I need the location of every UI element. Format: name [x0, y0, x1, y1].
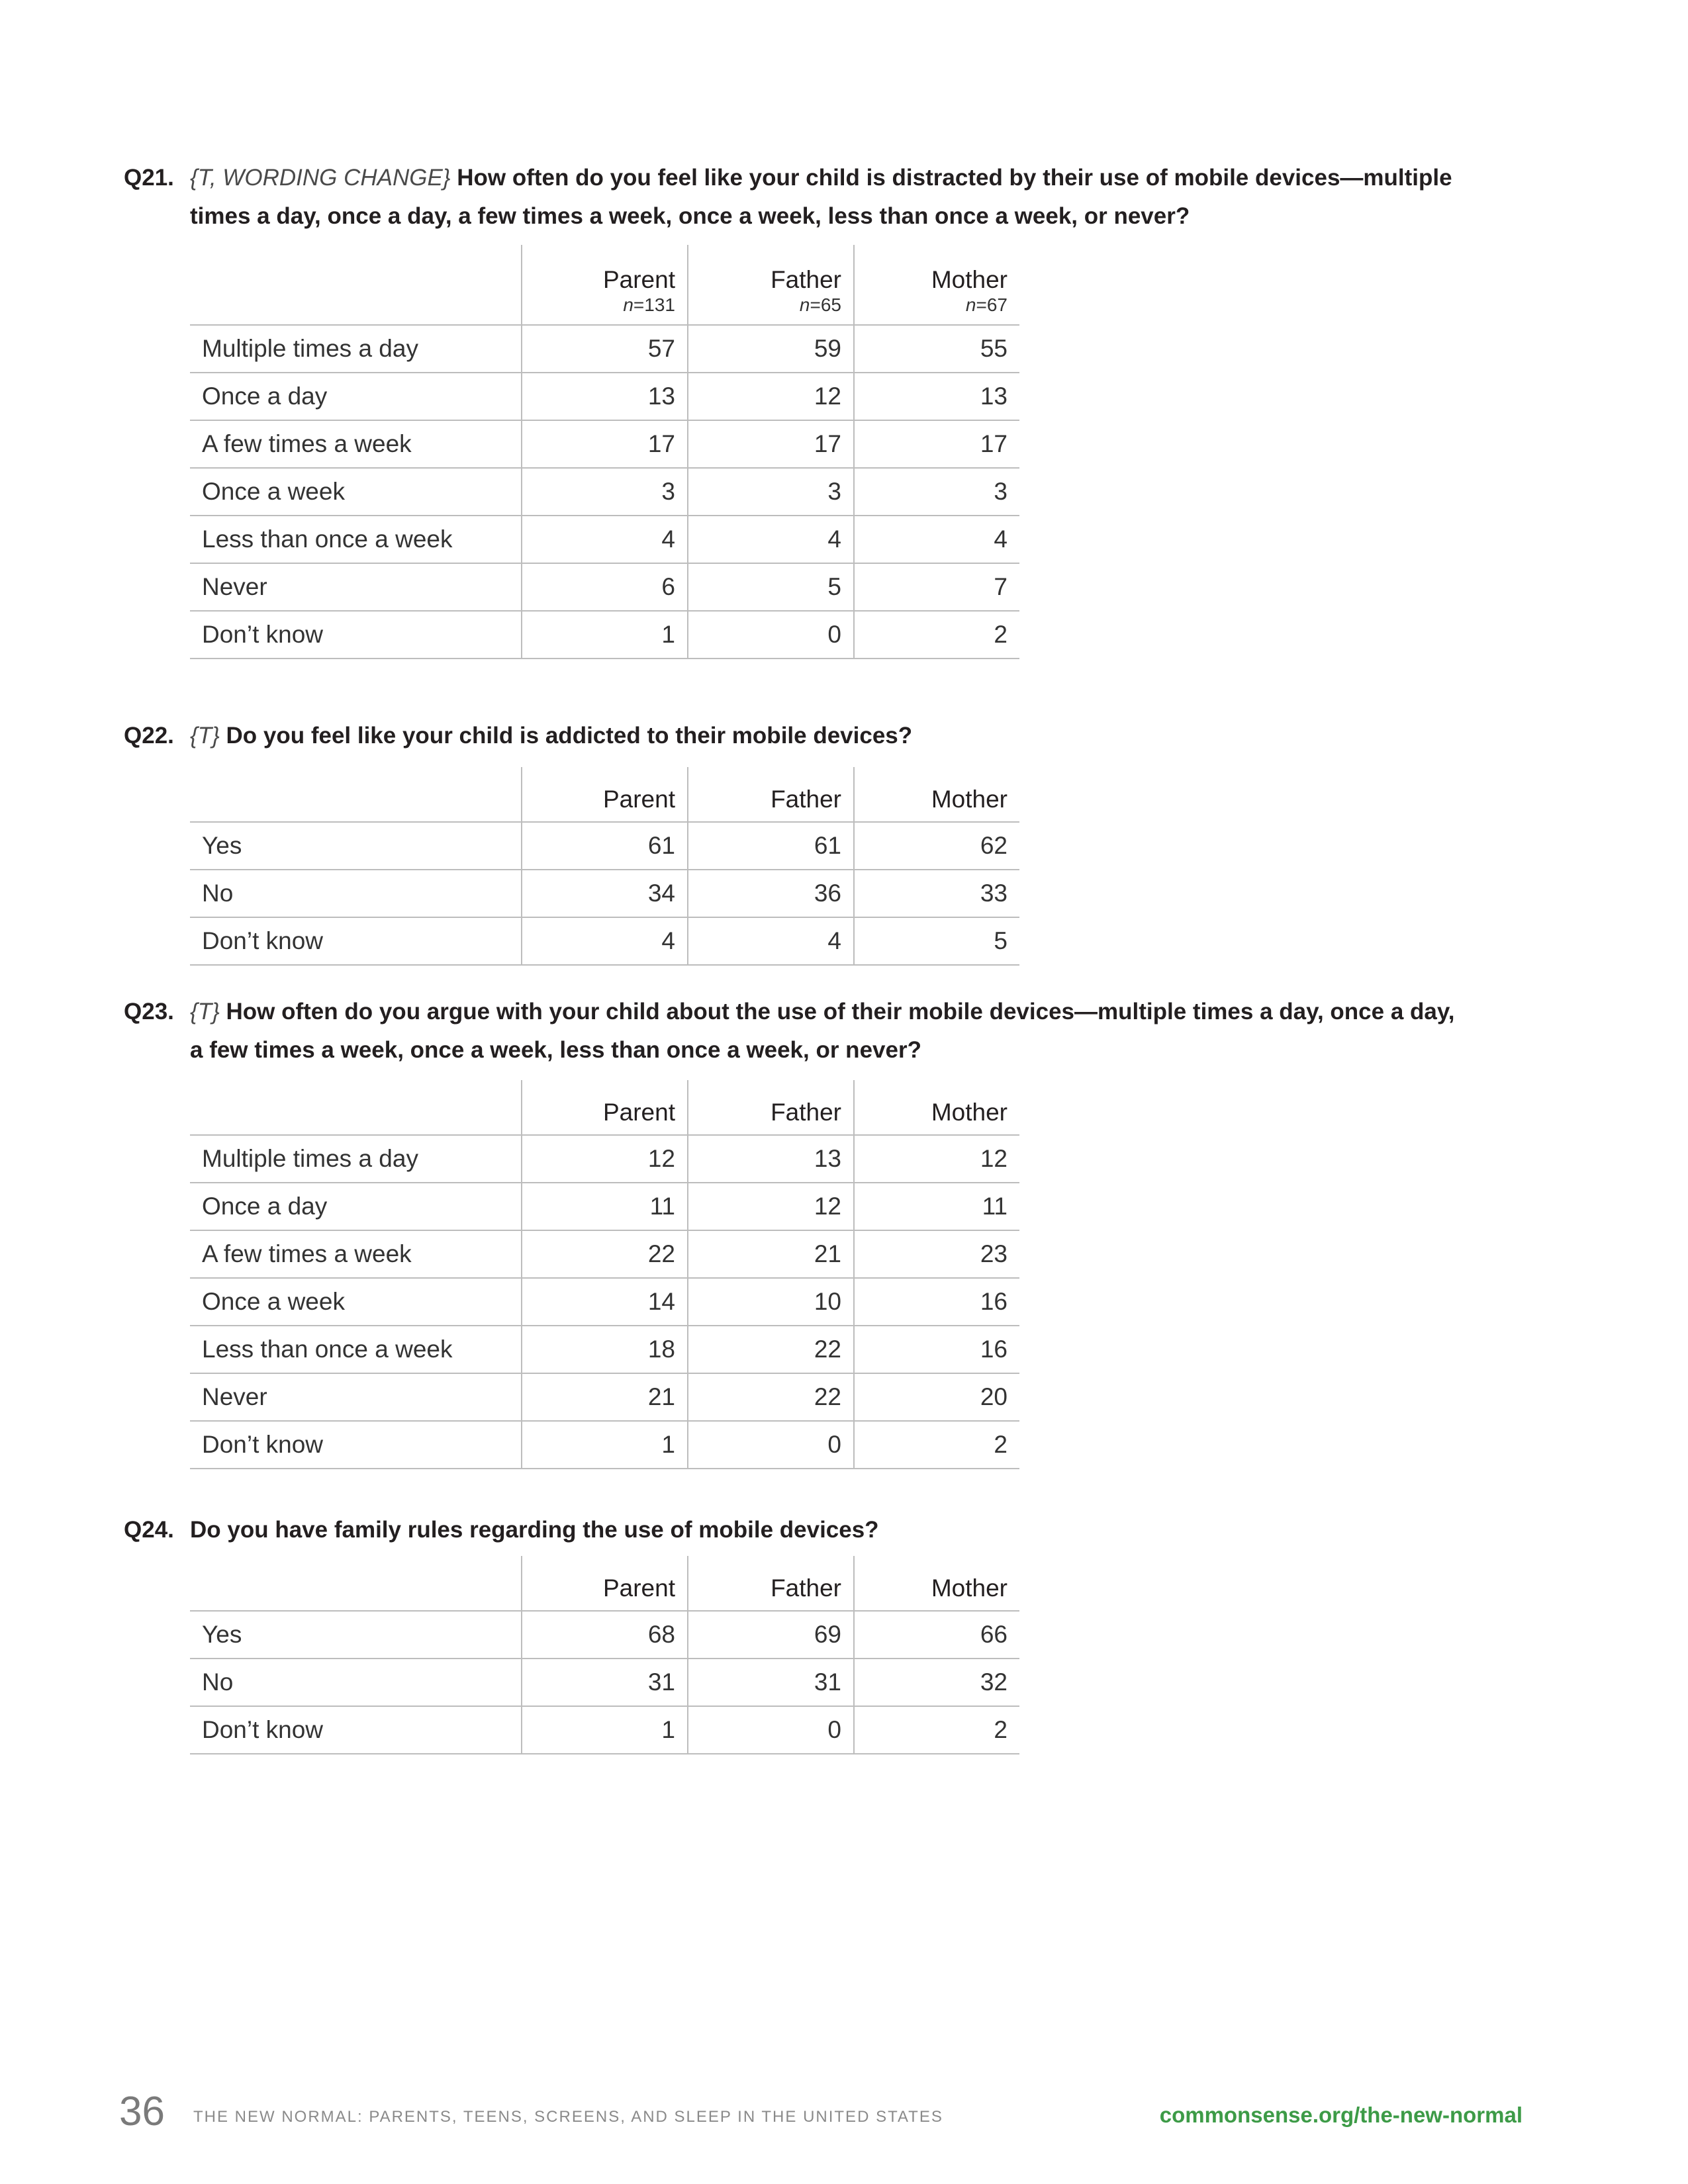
cell-value: 31 [688, 1659, 854, 1706]
column-header: Parent [522, 1556, 688, 1611]
cell-value: 14 [522, 1278, 688, 1326]
cell-value: 21 [688, 1230, 854, 1278]
question-tag: {T, WORDING CHANGE} [190, 165, 451, 191]
cell-value: 6 [522, 563, 688, 611]
question-text-line1: Do you feel like your child is addicted to their mobile devices? [226, 723, 913, 749]
cell-value: 4 [522, 917, 688, 965]
cell-value: 3 [522, 468, 688, 516]
results-table [190, 1080, 1019, 1469]
column-header: Mother n=67 [854, 245, 1019, 325]
table-row [190, 1421, 1019, 1469]
cell-value: 2 [854, 1706, 1019, 1754]
cell-value: 22 [688, 1326, 854, 1373]
table-row [190, 870, 1019, 917]
cell-value: 57 [522, 325, 688, 373]
cell-value: 11 [854, 1183, 1019, 1230]
cell-value: 61 [688, 822, 854, 870]
question-heading [124, 159, 1481, 236]
question-text-line2: times a day, once a day, a few times a week, once a week, less than once a week, or never? [190, 203, 1190, 229]
cell-value: 62 [854, 822, 1019, 870]
question-text-line1: How often do you feel like your child is distracted by their use of mobile devices—multiple [457, 165, 1452, 191]
cell-value: 33 [854, 870, 1019, 917]
table-row [190, 468, 1019, 516]
question-q23 [124, 993, 1481, 1458]
table-row [190, 917, 1019, 965]
table-row [190, 1706, 1019, 1754]
row-label: Multiple times a day [190, 1135, 522, 1183]
row-label: A few times a week [190, 1230, 522, 1278]
question-q22 [124, 717, 1481, 954]
row-label: No [190, 1659, 522, 1706]
row-label: Yes [190, 822, 522, 870]
table-row [190, 1278, 1019, 1326]
cell-value: 4 [522, 516, 688, 563]
cell-value: 17 [854, 420, 1019, 468]
publication-title: THE NEW NORMAL: PARENTS, TEENS, SCREENS, AND SLEEP IN THE UNITED STATES [193, 2108, 943, 2126]
question-number: Q23. [124, 999, 174, 1024]
row-label: Don’t know [190, 611, 522, 659]
column-header: Parent n=131 [522, 245, 688, 325]
cell-value: 0 [688, 1421, 854, 1469]
cell-value: 10 [688, 1278, 854, 1326]
row-label: Once a day [190, 1183, 522, 1230]
row-label: Never [190, 1373, 522, 1421]
cell-value: 11 [522, 1183, 688, 1230]
cell-value: 17 [688, 420, 854, 468]
column-header: Father n=65 [688, 245, 854, 325]
table-row [190, 1183, 1019, 1230]
question-number: Q24. [124, 1517, 174, 1543]
table-row [190, 1611, 1019, 1659]
table-row [190, 1373, 1019, 1421]
table-row [190, 1659, 1019, 1706]
question-number: Q21. [124, 165, 174, 191]
cell-value: 0 [688, 1706, 854, 1754]
cell-value: 1 [522, 611, 688, 659]
question-tag: {T} [190, 999, 220, 1024]
question-text-line1: Do you have family rules regarding the use of mobile devices? [190, 1517, 879, 1543]
cell-value: 31 [522, 1659, 688, 1706]
row-label: Once a week [190, 1278, 522, 1326]
cell-value: 5 [688, 563, 854, 611]
cell-value: 18 [522, 1326, 688, 1373]
table-header-row [190, 245, 1019, 325]
cell-value: 5 [854, 917, 1019, 965]
cell-value: 0 [688, 611, 854, 659]
cell-value: 68 [522, 1611, 688, 1659]
header-blank-cell [190, 245, 522, 325]
row-label: No [190, 870, 522, 917]
results-table [190, 767, 1019, 966]
cell-value: 13 [522, 373, 688, 420]
cell-value: 16 [854, 1278, 1019, 1326]
cell-value: 13 [854, 373, 1019, 420]
table-row [190, 1326, 1019, 1373]
cell-value: 16 [854, 1326, 1019, 1373]
site-link[interactable]: commonsense.org/the-new-normal [1159, 2103, 1523, 2127]
table-row [190, 1230, 1019, 1278]
row-label: Don’t know [190, 917, 522, 965]
cell-value: 59 [688, 325, 854, 373]
cell-value: 12 [688, 373, 854, 420]
row-label: Don’t know [190, 1706, 522, 1754]
table-row [190, 1135, 1019, 1183]
row-label: Don’t know [190, 1421, 522, 1469]
question-tag: {T} [190, 723, 220, 749]
cell-value: 66 [854, 1611, 1019, 1659]
cell-value: 69 [688, 1611, 854, 1659]
row-label: A few times a week [190, 420, 522, 468]
question-heading [124, 717, 1481, 755]
table-row [190, 420, 1019, 468]
column-header: Father [688, 1556, 854, 1611]
cell-value: 2 [854, 611, 1019, 659]
cell-value: 23 [854, 1230, 1019, 1278]
cell-value: 7 [854, 563, 1019, 611]
header-blank-cell [190, 767, 522, 822]
column-header: Parent [522, 767, 688, 822]
table-row [190, 325, 1019, 373]
column-header: Parent [522, 1080, 688, 1135]
cell-value: 2 [854, 1421, 1019, 1469]
cell-value: 34 [522, 870, 688, 917]
cell-value: 17 [522, 420, 688, 468]
table-header-row [190, 767, 1019, 822]
cell-value: 12 [854, 1135, 1019, 1183]
question-q24 [124, 1511, 1481, 1743]
cell-value: 12 [522, 1135, 688, 1183]
cell-value: 61 [522, 822, 688, 870]
results-table [190, 245, 1019, 659]
cell-value: 20 [854, 1373, 1019, 1421]
question-q21 [124, 159, 1481, 648]
cell-value: 1 [522, 1706, 688, 1754]
column-header: Mother [854, 767, 1019, 822]
question-text-line1: How often do you argue with your child about the use of their mobile devices—multiple times a day, once a day, [226, 999, 1455, 1024]
row-label: Yes [190, 1611, 522, 1659]
row-label: Once a day [190, 373, 522, 420]
page-footer [119, 2088, 1523, 2134]
row-label: Once a week [190, 468, 522, 516]
cell-value: 3 [688, 468, 854, 516]
table-header-row [190, 1556, 1019, 1611]
question-text-line2: a few times a week, once a week, less than once a week, or never? [190, 1037, 921, 1063]
column-header: Father [688, 767, 854, 822]
table-row [190, 373, 1019, 420]
cell-value: 4 [688, 516, 854, 563]
cell-value: 13 [688, 1135, 854, 1183]
cell-value: 32 [854, 1659, 1019, 1706]
cell-value: 36 [688, 870, 854, 917]
row-label: Never [190, 563, 522, 611]
cell-value: 4 [854, 516, 1019, 563]
cell-value: 4 [688, 917, 854, 965]
row-label: Less than once a week [190, 1326, 522, 1373]
table-header-row [190, 1080, 1019, 1135]
column-header: Father [688, 1080, 854, 1135]
table-row [190, 516, 1019, 563]
cell-value: 12 [688, 1183, 854, 1230]
table-row [190, 822, 1019, 870]
column-header: Mother [854, 1556, 1019, 1611]
cell-value: 22 [522, 1230, 688, 1278]
question-number: Q22. [124, 723, 174, 749]
cell-value: 22 [688, 1373, 854, 1421]
table-row [190, 563, 1019, 611]
cell-value: 55 [854, 325, 1019, 373]
page-number: 36 [119, 2089, 165, 2134]
header-blank-cell [190, 1556, 522, 1611]
header-blank-cell [190, 1080, 522, 1135]
cell-value: 21 [522, 1373, 688, 1421]
row-label: Less than once a week [190, 516, 522, 563]
row-label: Multiple times a day [190, 325, 522, 373]
column-header: Mother [854, 1080, 1019, 1135]
table-row [190, 611, 1019, 659]
cell-value: 3 [854, 468, 1019, 516]
results-table [190, 1556, 1019, 1754]
question-heading [124, 1511, 1481, 1549]
question-heading [124, 993, 1481, 1069]
cell-value: 1 [522, 1421, 688, 1469]
